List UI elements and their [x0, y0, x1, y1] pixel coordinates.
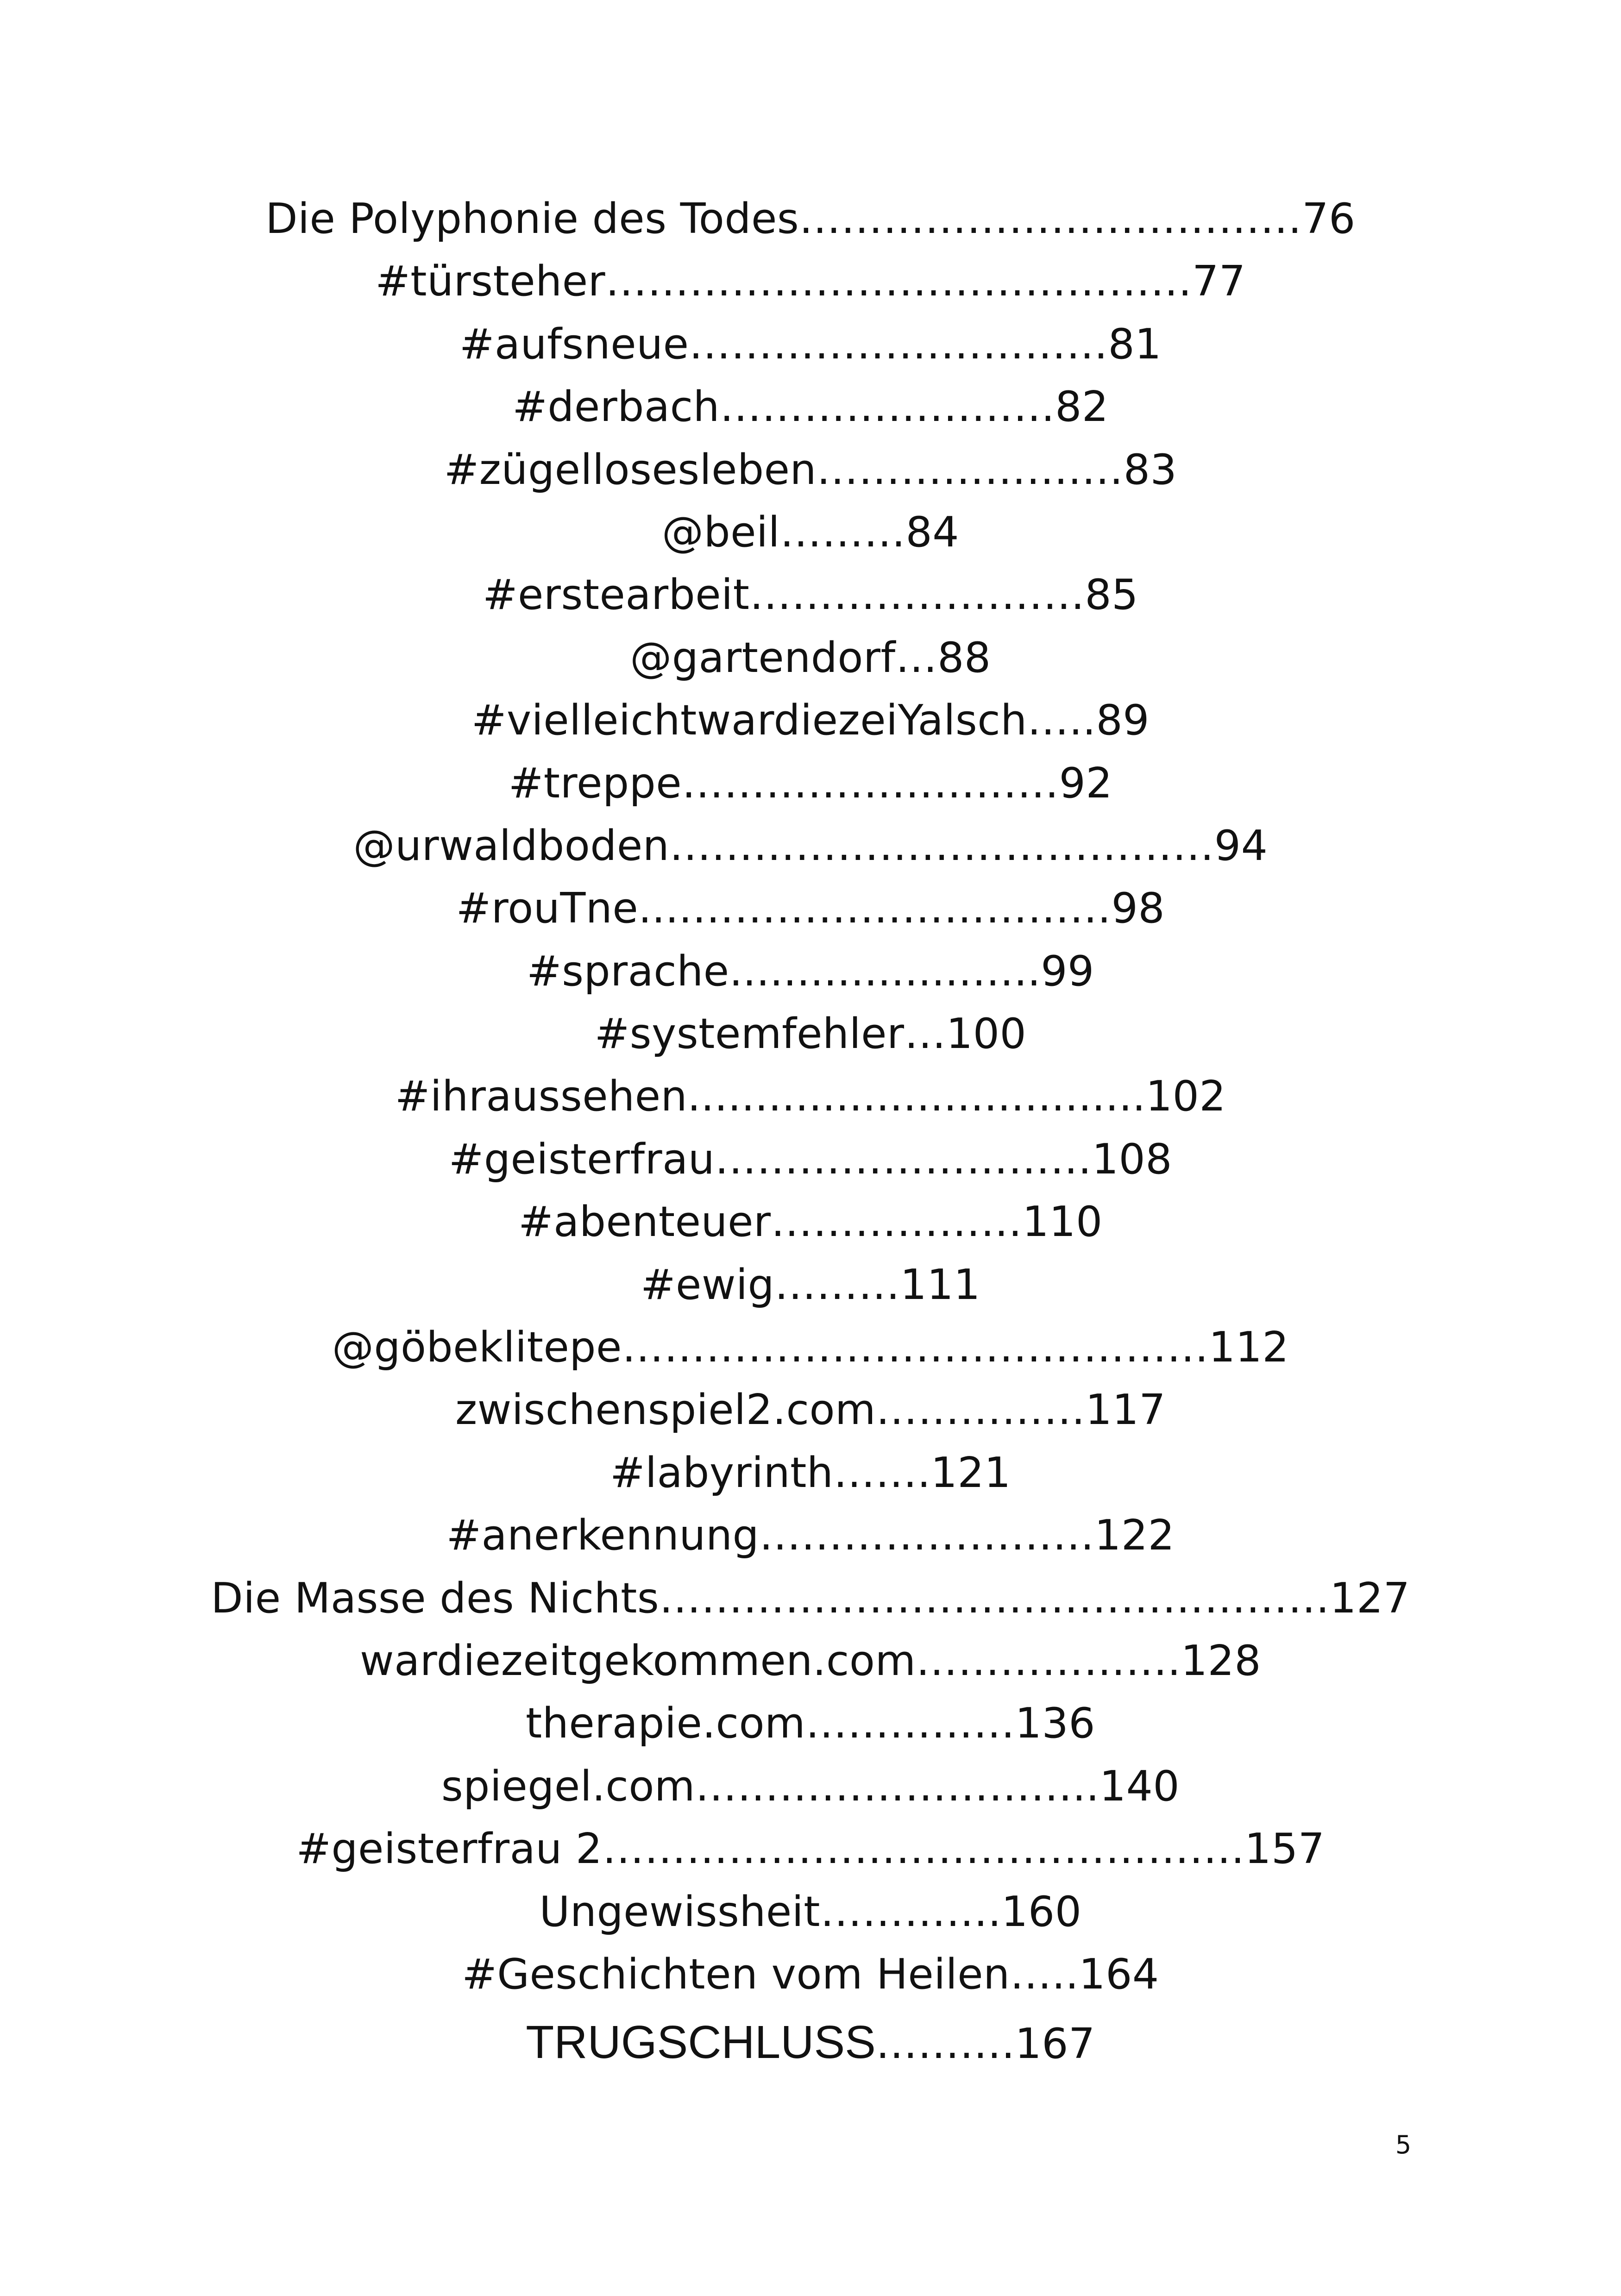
toc-entry: #treppe………………………92: [508, 759, 1113, 808]
toc-entry: #abenteuer………………110: [518, 1198, 1103, 1247]
toc-entry: #labyrinth…….121: [610, 1448, 1011, 1497]
toc-entry: #erstearbeit……………………85: [483, 571, 1138, 620]
toc-entry: @beil………84: [661, 508, 960, 557]
toc-entry: @urwaldboden…………………………………94: [353, 821, 1268, 870]
toc-entry: #Geschichten vom Heilen…..164: [462, 1950, 1159, 1999]
toc-entry: #geisterfrau………………………108: [448, 1135, 1173, 1184]
toc-entry: #anerkennung……………………122: [446, 1511, 1175, 1560]
toc-entry: #rouTne....…………………………98: [456, 884, 1165, 933]
toc-entry-caps-title: TRUGSCHLUSS: [526, 2016, 876, 2069]
toc-entry: zwischenspiel2.com……………117: [455, 1386, 1166, 1435]
toc-entry: Ungewissheit………….160: [539, 1887, 1082, 1936]
page-number: 5: [1395, 2130, 1412, 2159]
table-of-contents: [0, 188, 1621, 2074]
toc-entry: #sprache..................…..99: [527, 947, 1094, 996]
toc-entry: #ewig………111: [641, 1260, 980, 1309]
toc-entry: #systemfehler…100: [594, 1010, 1027, 1059]
toc-entry: Die Masse des Nichts…………………………………………127: [211, 1574, 1410, 1623]
toc-entry: #zügellosesleben……………….…83: [444, 445, 1177, 494]
toc-entry: spiegel.com………………………..140: [441, 1762, 1180, 1811]
toc-entry: therapie.com……………136: [526, 1699, 1095, 1748]
toc-entry-leader-page: ……….167: [875, 2020, 1095, 2069]
toc-entry: @göbeklitepe……………………………………112: [332, 1323, 1289, 1372]
toc-entry: #ihraussehen..................................102: [395, 1072, 1226, 1121]
toc-entry: #vielleichtwardiezeiYalsch…..89: [471, 696, 1150, 745]
toc-entry: #geisterfrau 2……………………………………….157: [296, 1825, 1325, 1874]
toc-entry: #türsteher……………………………………77: [375, 257, 1246, 306]
toc-entry: wardiezeitgekommen.com……………….128: [359, 1636, 1262, 1685]
toc-entry: Die Polyphonie des Todes………………………………76: [265, 194, 1356, 243]
toc-entry: #derbach……………………82: [512, 383, 1109, 432]
toc-entry: @gartendorf…88: [630, 633, 991, 682]
toc-entry: #aufsneue…………………………81: [459, 320, 1162, 369]
toc-entry-trugschluss: [0, 2011, 1621, 2074]
